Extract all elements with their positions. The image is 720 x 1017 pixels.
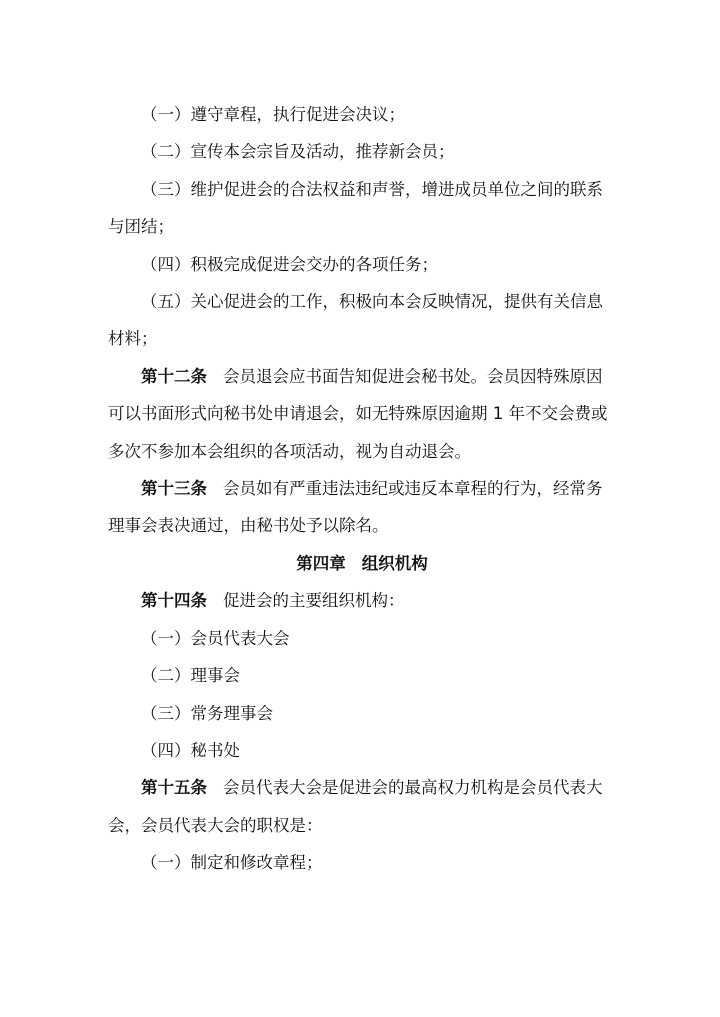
article-number: 第十二条 <box>141 366 207 386</box>
chapter-heading <box>108 545 616 582</box>
paragraph-item-9 <box>108 732 616 769</box>
paragraph-text: （四）积极完成促进会交办的各项任务； <box>141 254 438 274</box>
article-15 <box>108 769 616 844</box>
paragraph-text: （五）关心促进会的工作，积极向本会反映情况，提供有关信息材料； <box>108 292 603 349</box>
paragraph-item-7 <box>108 657 616 694</box>
paragraph-text: （三）维护促进会的合法权益和声誉，增进成员单位之间的联系与团结； <box>108 179 603 237</box>
paragraph-text: （一）会员代表大会 <box>141 628 290 648</box>
article-text: 会员退会应书面告知促进会秘书处。会员因特殊原因可以书面形式向秘书处申请退会，如无特殊原因逾期 1 年不交会费或多次不参加本会组织的各项活动，视为自动退会。 <box>108 366 608 461</box>
paragraph-text: （二）宣传本会宗旨及活动，推荐新会员； <box>141 142 455 162</box>
paragraph-item-4 <box>108 246 616 283</box>
article-number: 第十三条 <box>141 479 207 499</box>
paragraph-item-10 <box>108 844 616 881</box>
article-13 <box>108 470 616 545</box>
paragraph-text: （二）理事会 <box>141 666 240 686</box>
paragraph-text: （四）秘书处 <box>141 740 240 760</box>
article-12 <box>108 358 616 470</box>
paragraph-text: （一）制定和修改章程； <box>141 853 323 873</box>
document-body <box>108 96 616 882</box>
paragraph-item-8 <box>108 695 616 732</box>
article-text: 促进会的主要组织机构： <box>223 591 405 611</box>
chapter-number: 第四章 <box>296 553 346 573</box>
article-text: 会员代表大会是促进会的最高权力机构是会员代表大会，会员代表大会的职权是： <box>108 778 603 835</box>
article-number: 第十五条 <box>141 778 207 798</box>
chapter-title: 组织机构 <box>361 553 428 573</box>
article-number: 第十四条 <box>141 591 207 611</box>
article-14 <box>108 582 616 619</box>
paragraph-item-6 <box>108 620 616 657</box>
paragraph-item-2 <box>108 133 616 170</box>
paragraph-text: （一）遵守章程，执行促进会决议； <box>141 105 405 124</box>
article-text: 会员如有严重违法违纪或违反本章程的行为，经常务理事会表决通过，由秘书处予以除名。 <box>108 479 603 536</box>
paragraph-item-3 <box>108 171 616 246</box>
paragraph-item-5 <box>108 283 616 358</box>
paragraph-text: （三）常务理事会 <box>141 703 273 723</box>
paragraph-item-1 <box>108 96 616 133</box>
